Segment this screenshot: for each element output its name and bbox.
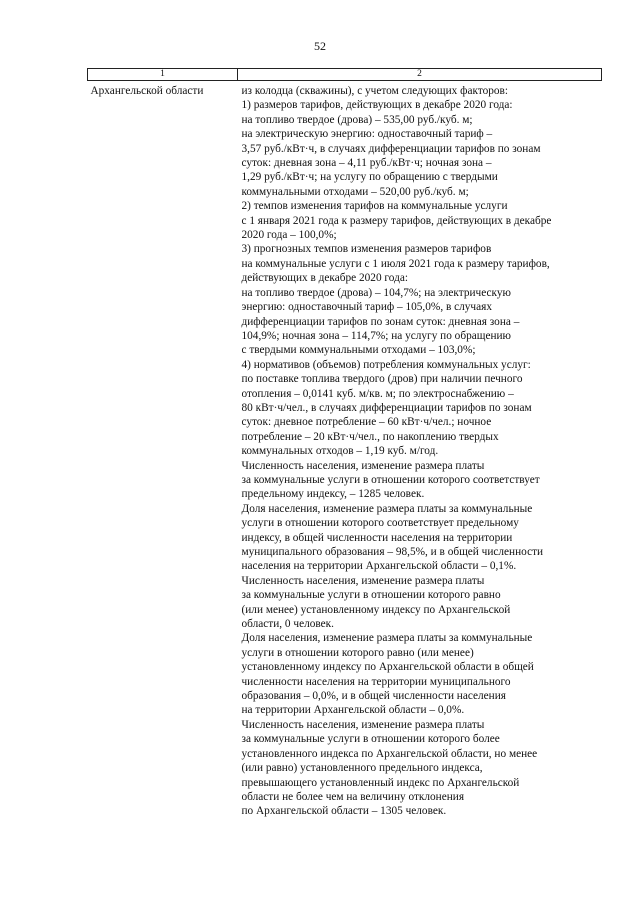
description-line: по поставке топлива твердого (дров) при наличии печного	[241, 373, 523, 386]
description-line: 3) прогнозных темпов изменения размеров тарифов	[241, 243, 492, 256]
description-line: на топливо твердое (дрова) – 104,7%; на электрическую	[241, 286, 511, 299]
description-line: установленному индексу по Архангельской области в общей	[241, 661, 534, 674]
description-line: области не более чем на величину отклонения	[241, 790, 465, 803]
description-line: (или менее) установленному индексу по Архангельской	[241, 603, 511, 616]
description-line: предельному индексу, – 1285 человек.	[241, 488, 425, 501]
tariff-table	[87, 68, 602, 819]
description-line: энергию: одноставочный тариф – 105,0%, в случаях	[241, 301, 492, 314]
description-line: услуги в отношении которого равно (или менее)	[241, 646, 474, 659]
description-line: из колодца (скважины), с учетом следующих факторов:	[241, 85, 509, 97]
description-line: 1,29 руб./кВт·ч; на услугу по обращению с твердыми	[241, 171, 498, 184]
description-line: потребление – 20 кВт·ч/чел., по накоплению твердых	[241, 430, 499, 443]
description-line: области, 0 человек.	[241, 618, 334, 631]
description-line: 1) размеров тарифов, действующих в декабре 2020 года:	[241, 99, 513, 112]
description-line: установленного индекса по Архангельской области, но менее	[241, 747, 538, 760]
description-line: 2) темпов изменения тарифов на коммунальные услуги	[241, 200, 508, 213]
description-line: за коммунальные услуги в отношении которого равно	[241, 589, 501, 602]
description-line: коммунальными отходами – 520,00 руб./куб. м;	[241, 185, 469, 198]
description-line: за коммунальные услуги в отношении которого соответствует	[241, 473, 540, 486]
description-line: превышающего установленный индекс по Архангельской	[241, 776, 520, 789]
description-line: (или равно) установленного предельного индекса,	[241, 762, 483, 775]
description-line: по Архангельской области – 1305 человек.	[241, 805, 447, 818]
description-line: численности населения на территории муниципального	[241, 675, 511, 688]
description-line: коммунальных отходов – 1,19 куб. м/год.	[241, 445, 439, 458]
description-line: на коммунальные услуги с 1 июля 2021 года к размеру тарифов,	[241, 257, 550, 270]
description-line: 2020 года – 100,0%;	[241, 229, 337, 242]
description-line: Численность населения, изменение размера платы	[241, 574, 485, 587]
table-row	[88, 81, 602, 819]
description-line: индексу, в общей численности населения на территории	[241, 531, 513, 544]
description-line: Численность населения, изменение размера платы	[241, 459, 485, 472]
description-line: 80 кВт·ч/чел., в случаях дифференциации тарифов по зонам	[241, 401, 532, 414]
description-line: за коммунальные услуги в отношении которого более	[241, 733, 500, 746]
description-line: на топливо твердое (дрова) – 535,00 руб./куб. м;	[241, 113, 473, 126]
description-line: отопления – 0,0141 куб. м/кв. м; по электроснабжению –	[241, 387, 514, 400]
description-line: населения на территории Архангельской области – 0,1%.	[241, 560, 517, 573]
description-line: 3,57 руб./кВт·ч, в случаях дифференциации тарифов по зонам	[241, 142, 541, 155]
description-line: образования – 0,0%, и в общей численности населения	[241, 690, 506, 703]
description-cell	[238, 81, 602, 819]
description-line: с твердыми коммунальными отходами – 103,0%;	[241, 344, 476, 357]
table-header-row	[88, 69, 602, 81]
column-header-2: 2	[238, 69, 602, 81]
column-header-1: 1	[88, 69, 238, 81]
region-cell: Архангельской области	[90, 85, 204, 97]
description-line: услуги в отношении которого соответствует предельному	[241, 517, 519, 530]
description-line: Численность населения, изменение размера платы	[241, 718, 485, 731]
description-line: на территории Архангельской области – 0,0%.	[241, 704, 465, 717]
description-line: муниципального образования – 98,5%, и в общей численности	[241, 546, 544, 558]
description-line: суток: дневное потребление – 60 кВт·ч/чел.; ночное	[241, 416, 492, 429]
description-line: действующих в декабре 2020 года:	[241, 272, 408, 285]
description-line: с 1 января 2021 года к размеру тарифов, действующих в декабре	[241, 214, 552, 227]
description-line: Доля населения, изменение размера платы за коммунальные	[241, 632, 533, 645]
description-line: 104,9%; ночная зона – 114,7%; на услугу по обращению	[241, 329, 511, 342]
page-number: 52	[314, 39, 326, 53]
description-line: дифференциации тарифов по зонам суток: дневная зона –	[241, 315, 520, 328]
description-line: 4) нормативов (объемов) потребления коммунальных услуг:	[241, 358, 531, 371]
description-line: Доля населения, изменение размера платы за коммунальные	[241, 502, 533, 515]
description-line: суток: дневная зона – 4,11 руб./кВт·ч; ночная зона –	[241, 157, 492, 170]
description-line: на электрическую энергию: одноставочный тариф –	[241, 128, 493, 141]
